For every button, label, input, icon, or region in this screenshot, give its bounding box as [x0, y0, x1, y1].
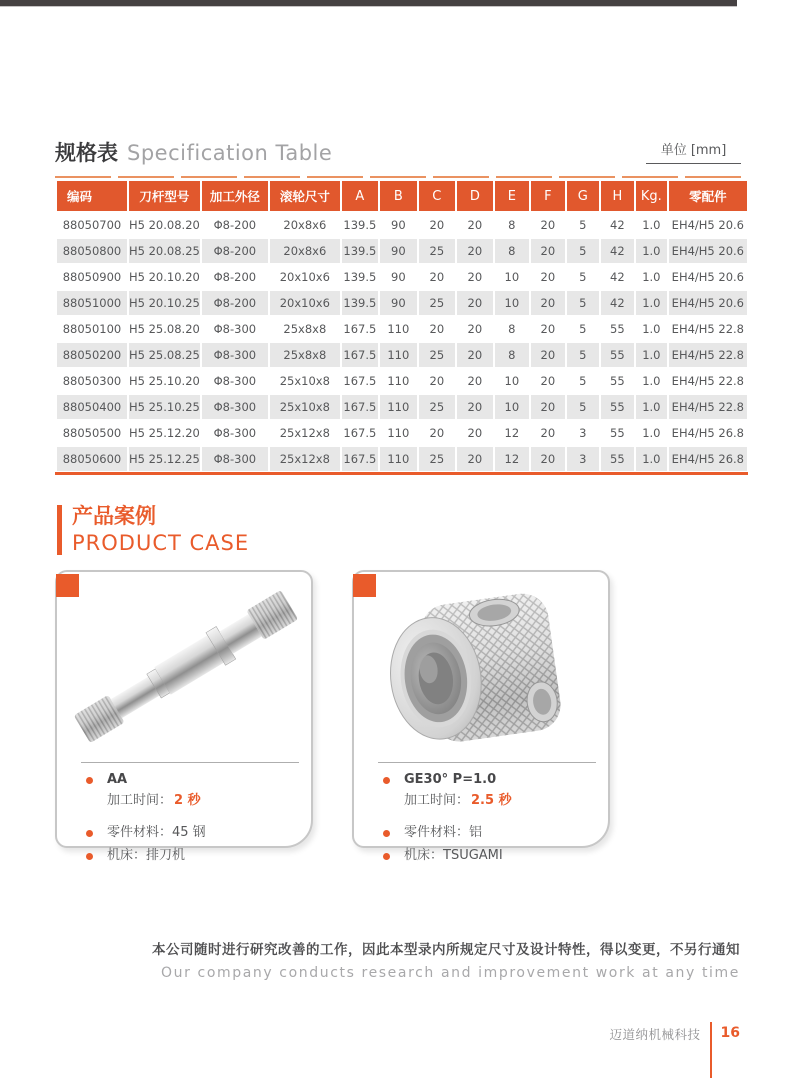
table-cell: H5 20.08.25 — [129, 239, 200, 263]
list-item — [83, 823, 303, 843]
bullet-icon — [383, 853, 390, 860]
table-cell: 90 — [380, 291, 417, 315]
table-cell: 1.0 — [636, 291, 667, 315]
table-cell: 110 — [380, 395, 417, 419]
table-cell: EH4/H5 22.8 — [669, 343, 747, 367]
table-row — [57, 447, 747, 471]
table-cell: EH4/H5 22.8 — [669, 369, 747, 393]
bullet-icon — [383, 830, 390, 837]
list-item — [380, 770, 600, 812]
table-cell: 20 — [457, 317, 493, 341]
table-cell: 167.5 — [342, 395, 378, 419]
col-header-8: D — [457, 181, 493, 211]
brand-name: 迈道纳机械科技 — [609, 1027, 701, 1042]
table-cell: 20 — [419, 265, 455, 289]
col-header-11: G — [567, 181, 599, 211]
table-cell: EH4/H5 22.8 — [669, 395, 747, 419]
table-cell: EH4/H5 20.6 — [669, 239, 747, 263]
case-name: GE30° P=1.0 — [404, 772, 497, 787]
table-cell: 55 — [601, 421, 634, 445]
table-cell: 90 — [380, 213, 417, 237]
notice-zh: 本公司随时进行研究改善的工作，因此本型录内所规定尺寸及设计特性，得以变更，不另行通知 — [152, 942, 740, 958]
table-bottom-rule — [55, 472, 748, 475]
table-cell: 88050400 — [57, 395, 127, 419]
table-cell: EH4/H5 20.6 — [669, 265, 747, 289]
case-card-knurled-nut — [352, 570, 610, 863]
bullet-icon — [86, 853, 93, 860]
table-cell: 90 — [380, 239, 417, 263]
table-cell: 25x10x8 — [270, 369, 340, 393]
case-name: AA — [107, 772, 128, 787]
table-cell: 167.5 — [342, 343, 378, 367]
col-header-6: B — [380, 181, 417, 211]
table-cell: 25 — [419, 291, 455, 315]
table-cell: H5 25.10.20 — [129, 369, 200, 393]
table-cell: 20 — [457, 239, 493, 263]
table-cell: 8 — [495, 213, 529, 237]
list-item — [380, 846, 600, 866]
col-header-3: 加工外径 — [202, 181, 268, 211]
bullet-icon — [86, 830, 93, 837]
table-cell: EH4/H5 20.6 — [669, 213, 747, 237]
table-cell: EH4/H5 20.6 — [669, 291, 747, 315]
table-cell: 167.5 — [342, 317, 378, 341]
table-cell: 139.5 — [342, 265, 378, 289]
table-cell: 20 — [419, 421, 455, 445]
table-cell: 1.0 — [636, 369, 667, 393]
table-cell: 20 — [531, 447, 565, 471]
case-machine: 机床：排刀机 — [107, 848, 186, 863]
table-cell: H5 25.08.20 — [129, 317, 200, 341]
table-row — [57, 343, 747, 367]
table-row — [57, 291, 747, 315]
table-cell: 25 — [419, 239, 455, 263]
table-cell: 1.0 — [636, 213, 667, 237]
table-cell: Φ8-300 — [202, 421, 268, 445]
table-cell: 42 — [601, 239, 634, 263]
table-cell: 55 — [601, 395, 634, 419]
table-cell: EH4/H5 22.8 — [669, 317, 747, 341]
table-cell: H5 25.12.25 — [129, 447, 200, 471]
table-cell: 55 — [601, 343, 634, 367]
table-cell: 20 — [531, 343, 565, 367]
top-rule-bar — [0, 0, 737, 6]
table-cell: 25x12x8 — [270, 447, 340, 471]
table-cell: 25x10x8 — [270, 395, 340, 419]
table-cell: 55 — [601, 369, 634, 393]
notice-en: Our company conducts research and improvement work at any time — [161, 965, 740, 981]
col-header-9: E — [495, 181, 529, 211]
table-cell: 88051000 — [57, 291, 127, 315]
table-cell: 20 — [531, 421, 565, 445]
table-cell: 5 — [567, 239, 599, 263]
table-cell: H5 25.12.20 — [129, 421, 200, 445]
case-time: 加工时间： 2.5 秒 — [404, 793, 512, 808]
table-row — [57, 317, 747, 341]
table-cell: 20 — [457, 265, 493, 289]
table-cell: 139.5 — [342, 291, 378, 315]
table-cell: 167.5 — [342, 369, 378, 393]
table-cell: 20 — [531, 213, 565, 237]
unit-label: 单位 [mm] — [646, 139, 741, 164]
table-cell: 20 — [457, 291, 493, 315]
shaft-product-image — [65, 580, 303, 756]
table-cell: 5 — [567, 343, 599, 367]
product-case-title-en: PRODUCT CASE — [72, 531, 250, 555]
table-cell: 1.0 — [636, 239, 667, 263]
table-cell: Φ8-200 — [202, 213, 268, 237]
table-cell: EH4/H5 26.8 — [669, 421, 747, 445]
table-cell: Φ8-200 — [202, 265, 268, 289]
spec-title-zh: 规格表 — [55, 141, 118, 165]
table-cell: 167.5 — [342, 421, 378, 445]
table-cell: 88050200 — [57, 343, 127, 367]
table-cell: Φ8-200 — [202, 291, 268, 315]
time-value: 2.5 秒 — [471, 793, 512, 808]
table-cell: H5 20.10.25 — [129, 291, 200, 315]
knurled-nut-product-image — [362, 580, 600, 756]
table-cell: 139.5 — [342, 239, 378, 263]
table-cell: H5 25.10.25 — [129, 395, 200, 419]
list-item — [83, 770, 303, 812]
case-material: 零件材料：铝 — [404, 825, 483, 840]
table-cell: Φ8-200 — [202, 239, 268, 263]
table-cell: 20x10x6 — [270, 265, 340, 289]
card-divider — [81, 762, 299, 763]
table-cell: 25x8x8 — [270, 317, 340, 341]
table-header-row — [57, 181, 747, 211]
table-cell: 5 — [567, 317, 599, 341]
col-header-13: Kg. — [636, 181, 667, 211]
table-cell: 20 — [531, 369, 565, 393]
table-cell: 20 — [531, 395, 565, 419]
heading-accent-bar — [57, 505, 62, 555]
table-cell: 88050800 — [57, 239, 127, 263]
table-cell: 12 — [495, 447, 529, 471]
table-cell: 88050100 — [57, 317, 127, 341]
page-footer — [610, 1022, 741, 1078]
case-material: 零件材料：45 钢 — [107, 825, 206, 840]
table-cell: 90 — [380, 265, 417, 289]
table-row — [57, 213, 747, 237]
list-item — [83, 846, 303, 866]
col-header-4: 滚轮尺寸 — [270, 181, 340, 211]
table-row — [57, 239, 747, 263]
case-card-shaft — [55, 570, 313, 863]
table-cell: 88050600 — [57, 447, 127, 471]
table-row — [57, 265, 747, 289]
time-value: 2 秒 — [174, 793, 201, 808]
col-header-7: C — [419, 181, 455, 211]
table-cell: 20 — [419, 369, 455, 393]
table-cell: 5 — [567, 369, 599, 393]
table-cell: 110 — [380, 421, 417, 445]
table-cell: 8 — [495, 317, 529, 341]
case-time: 加工时间： 2 秒 — [107, 793, 201, 808]
table-cell: 20 — [531, 265, 565, 289]
table-cell: Φ8-300 — [202, 343, 268, 367]
table-cell: EH4/H5 26.8 — [669, 447, 747, 471]
table-cell: 3 — [567, 421, 599, 445]
card-detail-list — [83, 770, 303, 866]
case-machine: 机床：TSUGAMI — [404, 848, 503, 863]
table-cell: 20 — [457, 369, 493, 393]
card-detail-list — [380, 770, 600, 866]
table-cell: 1.0 — [636, 447, 667, 471]
col-header-10: F — [531, 181, 565, 211]
table-cell: 10 — [495, 369, 529, 393]
table-cell: 110 — [380, 369, 417, 393]
table-cell: 20 — [457, 447, 493, 471]
table-cell: 88050700 — [57, 213, 127, 237]
table-cell: H5 25.08.25 — [129, 343, 200, 367]
table-cell: 110 — [380, 343, 417, 367]
col-header-14: 零配件 — [669, 181, 747, 211]
table-cell: 25 — [419, 447, 455, 471]
table-cell: 20 — [531, 291, 565, 315]
table-cell: Φ8-300 — [202, 395, 268, 419]
table-cell: 5 — [567, 213, 599, 237]
table-cell: Φ8-300 — [202, 369, 268, 393]
table-cell: 55 — [601, 317, 634, 341]
table-cell: 42 — [601, 291, 634, 315]
table-row — [57, 369, 747, 393]
table-cell: 42 — [601, 265, 634, 289]
table-cell: 20x8x6 — [270, 239, 340, 263]
spec-table — [55, 179, 749, 473]
table-cell: 5 — [567, 265, 599, 289]
col-header-5: A — [342, 181, 378, 211]
table-cell: 1.0 — [636, 421, 667, 445]
dashed-divider — [55, 176, 748, 178]
table-cell: 5 — [567, 395, 599, 419]
table-cell: 25x8x8 — [270, 343, 340, 367]
col-header-12: H — [601, 181, 634, 211]
table-cell: 25 — [419, 343, 455, 367]
table-cell: 5 — [567, 291, 599, 315]
table-cell: 20 — [531, 239, 565, 263]
table-cell: 10 — [495, 265, 529, 289]
spec-section-title — [55, 137, 332, 167]
table-row — [57, 395, 747, 419]
table-cell: 20 — [419, 317, 455, 341]
footer-divider-line — [710, 1022, 712, 1078]
table-cell: 110 — [380, 447, 417, 471]
table-cell: 1.0 — [636, 343, 667, 367]
col-header-1: 编码 — [57, 181, 127, 211]
table-cell: Φ8-300 — [202, 317, 268, 341]
card-divider — [378, 762, 596, 763]
product-case-heading — [57, 503, 249, 557]
table-cell: 20 — [457, 213, 493, 237]
table-cell: 88050900 — [57, 265, 127, 289]
table-cell: 1.0 — [636, 265, 667, 289]
table-cell: 12 — [495, 421, 529, 445]
table-cell: 25x12x8 — [270, 421, 340, 445]
table-cell: 88050300 — [57, 369, 127, 393]
table-cell: Φ8-300 — [202, 447, 268, 471]
table-cell: 10 — [495, 395, 529, 419]
table-cell: 110 — [380, 317, 417, 341]
table-cell: 20 — [531, 317, 565, 341]
table-cell: 25 — [419, 395, 455, 419]
table-cell: 20x10x6 — [270, 291, 340, 315]
table-cell: 1.0 — [636, 317, 667, 341]
table-cell: 20 — [457, 395, 493, 419]
table-row — [57, 421, 747, 445]
table-cell: 55 — [601, 447, 634, 471]
table-cell: 139.5 — [342, 213, 378, 237]
table-cell: H5 20.10.20 — [129, 265, 200, 289]
list-item — [380, 823, 600, 843]
table-cell: 8 — [495, 343, 529, 367]
footer-notice — [152, 938, 740, 981]
bullet-icon — [383, 777, 390, 784]
spec-title-en: Specification Table — [127, 141, 333, 165]
table-cell: 88050500 — [57, 421, 127, 445]
table-cell: 3 — [567, 447, 599, 471]
table-cell: 20 — [457, 343, 493, 367]
product-case-title-zh: 产品案例 — [72, 504, 156, 528]
col-header-2: 刀杆型号 — [129, 181, 200, 211]
table-cell: 20 — [419, 213, 455, 237]
table-cell: H5 20.08.20 — [129, 213, 200, 237]
bullet-icon — [86, 777, 93, 784]
table-cell: 8 — [495, 239, 529, 263]
table-cell: 20x8x6 — [270, 213, 340, 237]
table-cell: 167.5 — [342, 447, 378, 471]
table-cell: 10 — [495, 291, 529, 315]
table-cell: 20 — [457, 421, 493, 445]
table-cell: 1.0 — [636, 395, 667, 419]
table-cell: 42 — [601, 213, 634, 237]
page-number: 16 — [720, 1025, 740, 1041]
